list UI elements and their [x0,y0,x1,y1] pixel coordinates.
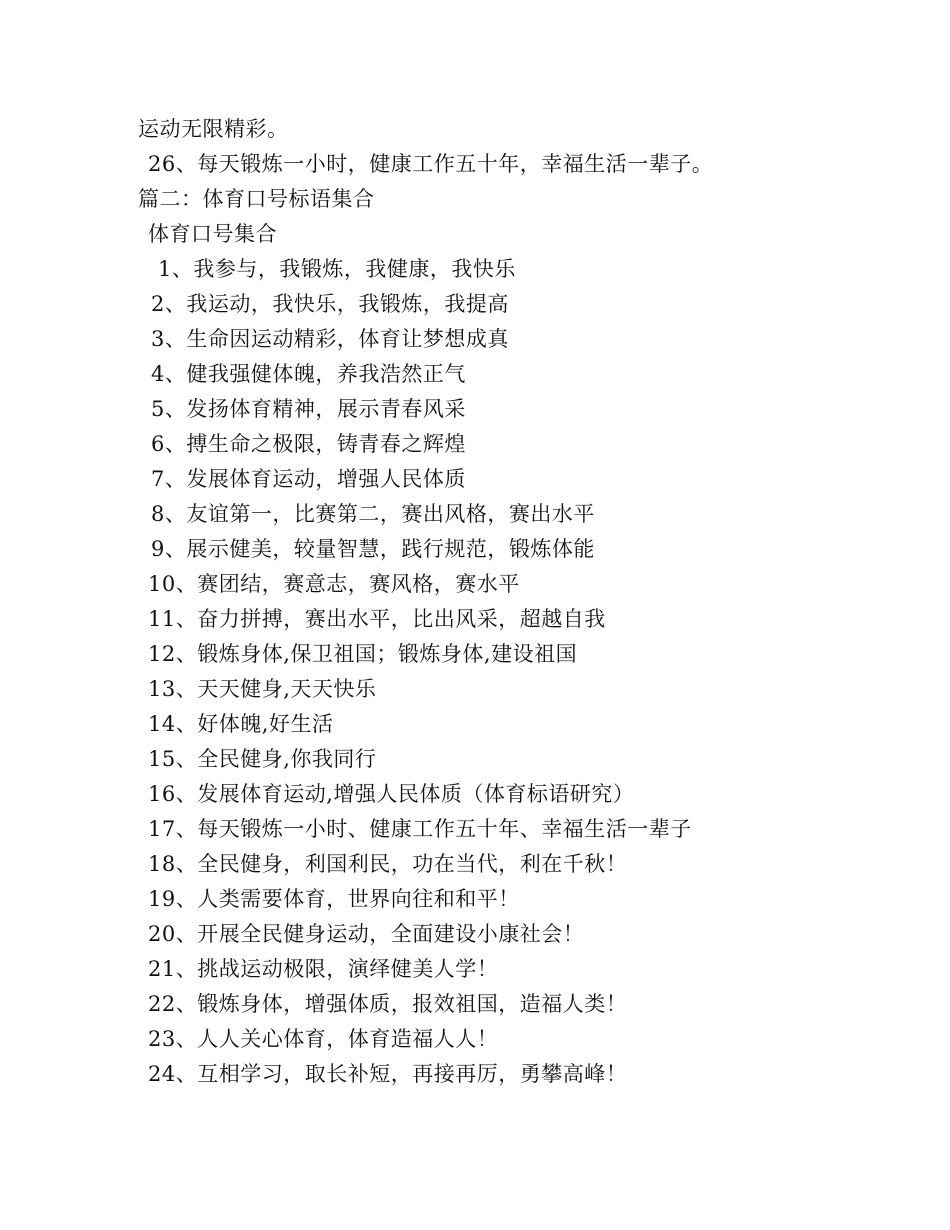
list-item: 7、发展体育运动，增强人民体质 [151,467,466,491]
list-item: 13、天天健身,天天快乐 [148,677,377,701]
list-item: 2、我运动，我快乐，我锻炼，我提高 [151,292,509,316]
list-item: 5、发扬体育精神，展示青春风采 [151,397,466,421]
list-item: 15、全民健身,你我同行 [148,747,377,771]
list-item: 10、赛团结，赛意志，赛风格，赛水平 [148,572,520,596]
list-item: 8、友谊第一，比赛第二，赛出风格，赛出水平 [151,502,595,526]
text-line: 运动无限精彩。 [138,117,289,141]
list-item: 22、锻炼身体，增强体质，报效祖国，造福人类！ [148,992,628,1016]
list-item: 6、搏生命之极限，铸青春之辉煌 [151,432,466,456]
list-item: 14、好体魄,好生活 [148,712,334,736]
list-item: 3、生命因运动精彩，体育让梦想成真 [151,327,509,351]
list-item: 19、人类需要体育，世界向往和和平！ [148,887,520,911]
list-item: 21、挑战运动极限，演绎健美人学！ [148,957,499,981]
list-item: 12、锻炼身体,保卫祖国；锻炼身体,建设祖国 [148,642,578,666]
subheading: 体育口号集合 [148,222,277,246]
list-item: 17、每天锻炼一小时、健康工作五十年、幸福生活一辈子 [148,817,692,841]
list-item: 4、健我强健体魄，养我浩然正气 [151,362,466,386]
list-item: 16、发展体育运动,增强人民体质（体育标语研究） [148,782,635,806]
list-item: 24、互相学习，取长补短，再接再厉，勇攀高峰！ [148,1062,628,1086]
list-item: 11、奋力拼搏，赛出水平，比出风采，超越自我 [148,607,606,631]
list-item: 1、我参与，我锻炼，我健康，我快乐 [158,257,516,281]
list-item: 23、人人关心体育，体育造福人人！ [148,1027,499,1051]
list-item: 18、全民健身，利国利民，功在当代，利在千秋！ [148,852,628,876]
section-heading: 篇二：体育口号标语集合 [138,187,375,211]
text-lines [138,112,858,1092]
text-line: 26、每天锻炼一小时，健康工作五十年，幸福生活一辈子。 [148,152,714,176]
list-item: 9、展示健美，较量智慧，践行规范，锻炼体能 [151,537,595,561]
list-item: 20、开展全民健身运动，全面建设小康社会！ [148,922,585,946]
